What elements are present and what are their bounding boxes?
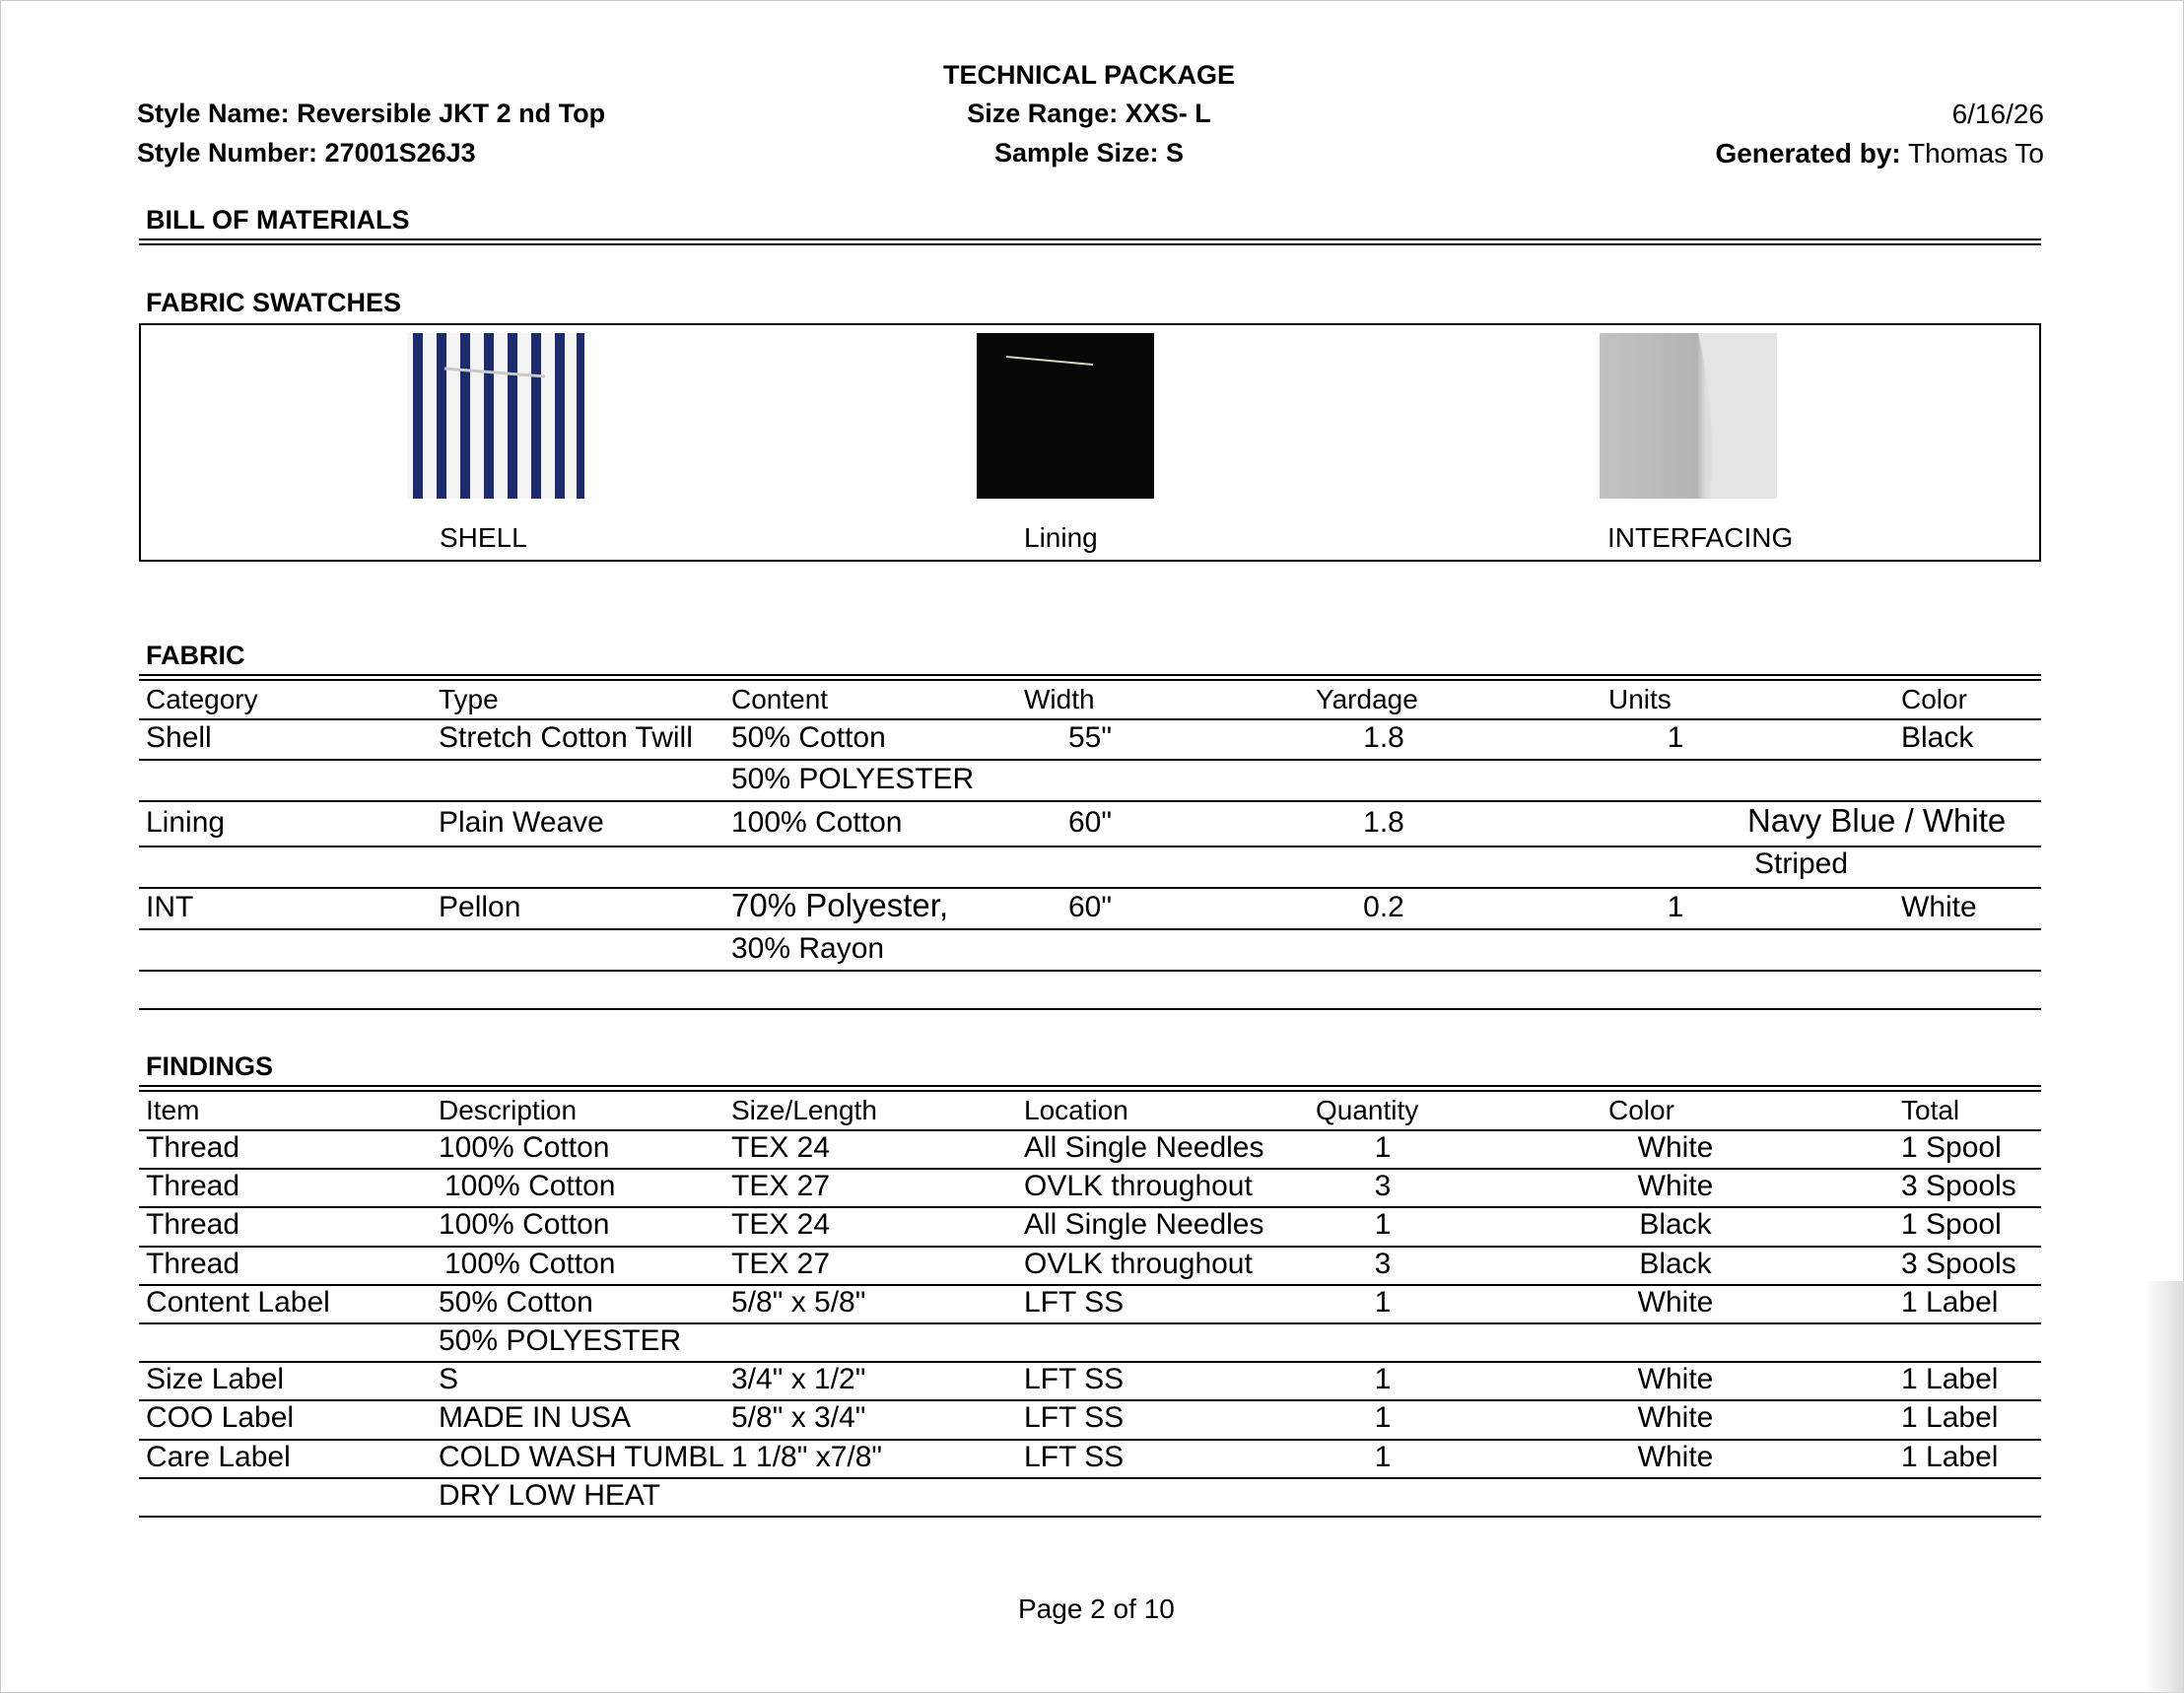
findings-col-header: Color [1608, 1095, 1674, 1125]
swatch-label-interfacing: INTERFACING [1607, 522, 1794, 553]
generated-by-name: Thomas To [1900, 138, 2044, 169]
findings-cell: TEX 24 [731, 1131, 831, 1164]
findings-row-rule [139, 1322, 2041, 1324]
fabric-col-header: Units [1608, 684, 1672, 714]
findings-cell: COO Label [146, 1401, 295, 1435]
fabric-cell: Plain Weave [439, 806, 604, 839]
fabric-row-rule [139, 759, 2041, 761]
fabric-cell: Black [1901, 721, 1974, 754]
findings-cell: MADE IN USA [439, 1401, 632, 1435]
findings-cell: S [439, 1363, 459, 1396]
findings-cell: 3 Spools [1901, 1247, 2016, 1280]
findings-row-rule [139, 1477, 2041, 1479]
fabric-cell: 70% Polyester, [731, 887, 949, 923]
fabric-cell: 1 [1667, 891, 1684, 923]
fabric-title: FABRIC [146, 641, 245, 670]
findings-col-header: Location [1024, 1095, 1128, 1125]
findings-cell: TEX 24 [731, 1208, 831, 1242]
page-edge-shadow [2145, 1281, 2184, 1693]
findings-cell: TEX 27 [731, 1247, 831, 1280]
findings-cell: 3 [1374, 1247, 1392, 1280]
fabric-cell: INT [146, 891, 194, 923]
findings-cell: 100% Cotton [439, 1131, 610, 1164]
findings-cell: Black [1639, 1247, 1712, 1280]
fabric-cell: 1.8 [1363, 806, 1404, 839]
findings-cell: Content Label [146, 1285, 330, 1319]
shell-swatch-image [407, 333, 584, 499]
fabric-cell: 55" [1067, 721, 1113, 754]
findings-cell: 1 [1374, 1440, 1392, 1473]
findings-cell: 1 [1374, 1208, 1392, 1242]
findings-cell: 100% Cotton [439, 1208, 610, 1242]
fabric-cell: 100% Cotton [731, 806, 903, 839]
findings-cell: OVLK throughout [1024, 1170, 1253, 1203]
findings-cell: TEX 27 [731, 1170, 831, 1203]
swatch-label-lining: Lining [1024, 522, 1098, 553]
findings-title: FINDINGS [146, 1051, 274, 1081]
findings-col-header: Size/Length [731, 1095, 877, 1125]
generated-by [1715, 138, 2044, 169]
findings-cell: Thread [146, 1247, 240, 1280]
findings-header-rule [139, 1085, 2041, 1092]
fabric-cell: Lining [146, 806, 226, 839]
bom-title: BILL OF MATERIALS [146, 205, 410, 235]
findings-cell: 1 Label [1901, 1401, 1999, 1435]
fabric-cell: White [1901, 891, 1977, 923]
size-range: Size Range: XXS- L [967, 99, 1211, 128]
findings-cell: White [1637, 1170, 1714, 1203]
fabric-row-rule [139, 1008, 2041, 1010]
sample-size: Sample Size: S [993, 138, 1185, 168]
fabric-col-header: Category [146, 684, 258, 714]
findings-cell: 1 Label [1901, 1363, 1999, 1396]
findings-cell: 1 [1374, 1363, 1392, 1396]
page-number: Page 2 of 10 [1018, 1593, 1175, 1624]
findings-cell: Size Label [146, 1363, 285, 1396]
fabric-row-rule [139, 718, 2041, 720]
interfacing-swatch-image [1600, 333, 1777, 499]
findings-cell: 5/8" x 5/8" [731, 1285, 866, 1319]
findings-cell: 1 Label [1901, 1285, 1999, 1319]
fabric-cell: 30% Rayon [731, 932, 885, 965]
findings-cell: 1 [1374, 1285, 1392, 1319]
lining-swatch-image [977, 333, 1154, 499]
fabric-cell: 60" [1067, 891, 1113, 923]
findings-cell: 3 [1374, 1170, 1392, 1203]
doc-date: 6/16/26 [1951, 99, 2044, 129]
fabric-cell: Striped [1754, 847, 1849, 880]
fabric-cell: 60" [1067, 806, 1113, 839]
swatches-panel [139, 323, 2041, 562]
findings-cell: All Single Needles [1024, 1208, 1264, 1242]
doc-title: TECHNICAL PACKAGE [942, 60, 1235, 90]
findings-cell: LFT SS [1024, 1363, 1125, 1396]
findings-cell: White [1637, 1363, 1714, 1396]
fabric-cell: Pellon [439, 891, 521, 923]
fabric-col-header: Width [1024, 684, 1095, 714]
fabric-cell: Shell [146, 721, 212, 754]
findings-cell: Black [1639, 1208, 1712, 1242]
findings-cell: 1 [1374, 1401, 1392, 1435]
findings-cell: 1 Label [1901, 1440, 1999, 1473]
findings-cell: White [1637, 1440, 1714, 1473]
findings-cell: OVLK throughout [1024, 1247, 1253, 1280]
findings-cell: 3/4" x 1/2" [731, 1363, 866, 1396]
findings-cell: 1 [1374, 1131, 1392, 1164]
fabric-col-header: Yardage [1316, 684, 1418, 714]
findings-cell: Thread [146, 1208, 240, 1242]
findings-cell: 3 Spools [1901, 1170, 2016, 1203]
findings-cell: White [1637, 1401, 1714, 1435]
findings-cell: Care Label [146, 1440, 291, 1473]
fabric-cell: 1.8 [1363, 721, 1404, 754]
findings-cell: 100% Cotton [444, 1170, 616, 1203]
fabric-row-rule [139, 887, 2041, 889]
findings-cell: 100% Cotton [444, 1247, 616, 1280]
fabric-cell: 50% Cotton [731, 721, 886, 754]
style-number: Style Number: 27001S26J3 [137, 138, 476, 168]
swatch-label-shell: SHELL [440, 522, 527, 553]
findings-col-header: Quantity [1316, 1095, 1419, 1125]
findings-cell: LFT SS [1024, 1440, 1125, 1473]
findings-cell: 50% POLYESTER [439, 1324, 682, 1357]
findings-cell: 5/8" x 3/4" [731, 1401, 866, 1435]
findings-cell: 1 Spool [1901, 1131, 2002, 1164]
findings-col-header: Item [146, 1095, 200, 1125]
fabric-col-header: Type [439, 684, 499, 714]
findings-cell: Thread [146, 1170, 240, 1203]
findings-col-header: Total [1901, 1095, 1960, 1125]
fabric-cell: 0.2 [1363, 891, 1404, 923]
findings-cell: 1 Spool [1901, 1208, 2002, 1242]
generated-by-label: Generated by: [1715, 138, 1901, 169]
fabric-row-rule [139, 970, 2041, 972]
fabric-cell: Stretch Cotton Twill [439, 721, 693, 754]
findings-cell: All Single Needles [1024, 1131, 1264, 1164]
fabric-col-header: Color [1901, 684, 1967, 714]
findings-cell: 1 1/8" x7/8" [731, 1440, 883, 1473]
fabric-col-header: Content [731, 684, 829, 714]
findings-cell: Thread [146, 1131, 240, 1164]
findings-cell: DRY LOW HEAT [439, 1478, 661, 1512]
fabric-cell: 1 [1667, 721, 1684, 754]
findings-row-rule [139, 1516, 2041, 1518]
fabric-cell: Navy Blue / White [1747, 802, 2007, 839]
findings-cell: White [1637, 1285, 1714, 1319]
findings-cell: LFT SS [1024, 1401, 1125, 1435]
findings-cell: LFT SS [1024, 1285, 1125, 1319]
findings-col-header: Description [439, 1095, 578, 1125]
fabric-header-rule [139, 674, 2041, 681]
bom-rule [139, 238, 2041, 245]
style-name: Style Name: Reversible JKT 2 nd Top [137, 99, 606, 128]
findings-cell: 50% Cotton [439, 1285, 593, 1319]
swatches-title: FABRIC SWATCHES [146, 288, 402, 317]
findings-cell: White [1637, 1131, 1714, 1164]
findings-cell: COLD WASH TUMBL [439, 1440, 725, 1473]
fabric-row-rule [139, 928, 2041, 930]
fabric-cell: 50% POLYESTER [731, 763, 975, 795]
